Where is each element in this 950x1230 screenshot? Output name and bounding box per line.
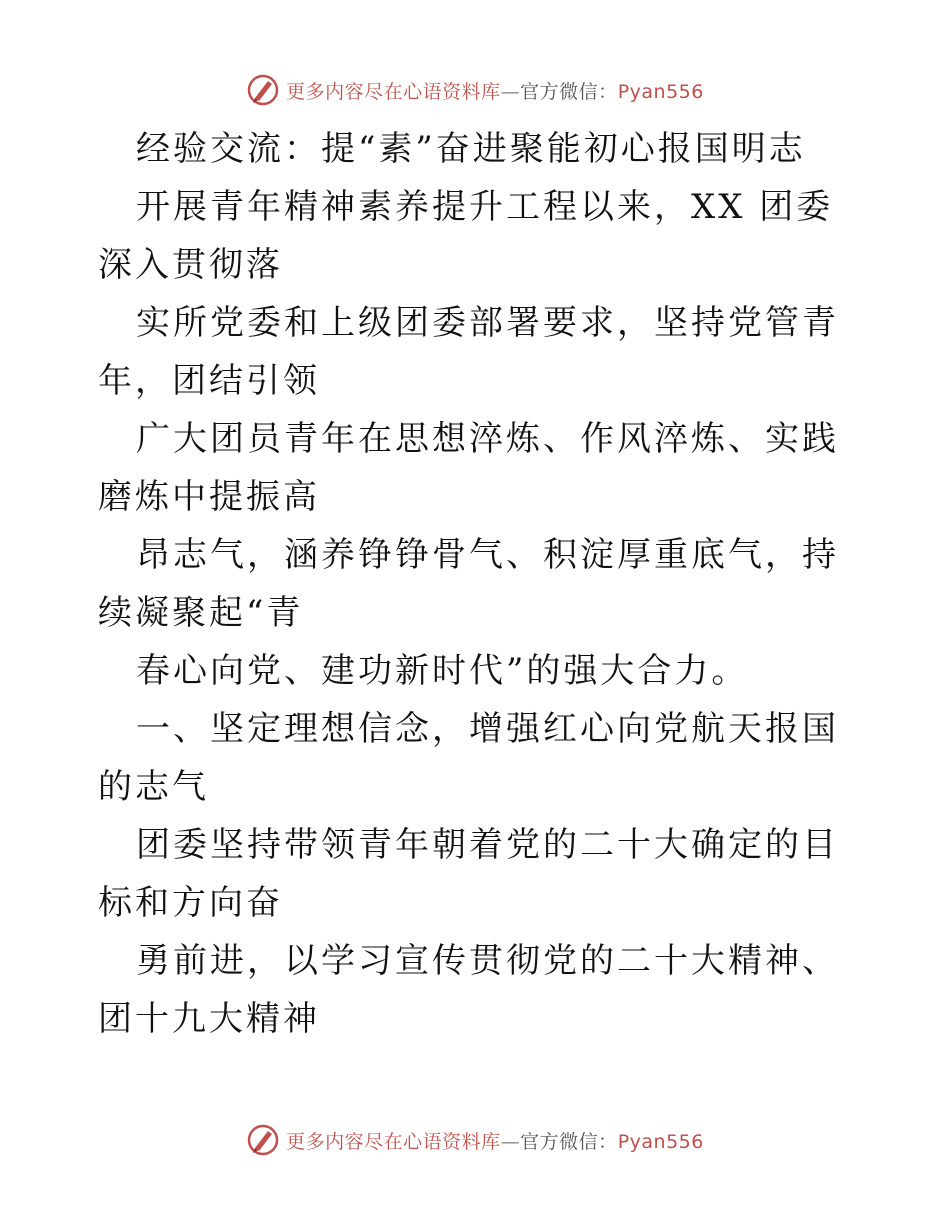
paragraph: 勇前进，以学习宣传贯彻党的二十大精神、团十九大精神	[98, 941, 839, 1039]
paragraph: 实所党委和上级团委部署要求，坚持党管青年，团结引领	[98, 303, 839, 401]
document-title: 经验交流：提“素”奋进聚能初心报国明志	[136, 129, 806, 169]
paragraph: 昂志气，涵养铮铮骨气、积淀厚重底气，持续凝聚起“青	[98, 535, 839, 633]
paragraph: 开展青年精神素养提升工程以来，XX 团委深入贯彻落	[98, 187, 834, 285]
watermark-footer	[0, 1120, 950, 1160]
paragraph: 春心向党、建功新时代”的强大合力。	[136, 651, 749, 691]
document-body	[98, 120, 858, 1048]
watermark-text: 更多内容尽在心语资料库—官方微信：Pyan556	[286, 1130, 704, 1153]
watermark-text: 更多内容尽在心语资料库—官方微信：Pyan556	[286, 80, 704, 103]
pen-logo-icon	[246, 1123, 280, 1157]
paragraph: 广大团员青年在思想淬炼、作风淬炼、实践磨炼中提振高	[98, 419, 839, 517]
paragraph: 团委坚持带领青年朝着党的二十大确定的目标和方向奋	[98, 825, 839, 923]
watermark-header	[0, 70, 950, 110]
section-heading: 一、坚定理想信念，增强红心向党航天报国的志气	[98, 709, 839, 807]
pen-logo-icon	[246, 73, 280, 107]
